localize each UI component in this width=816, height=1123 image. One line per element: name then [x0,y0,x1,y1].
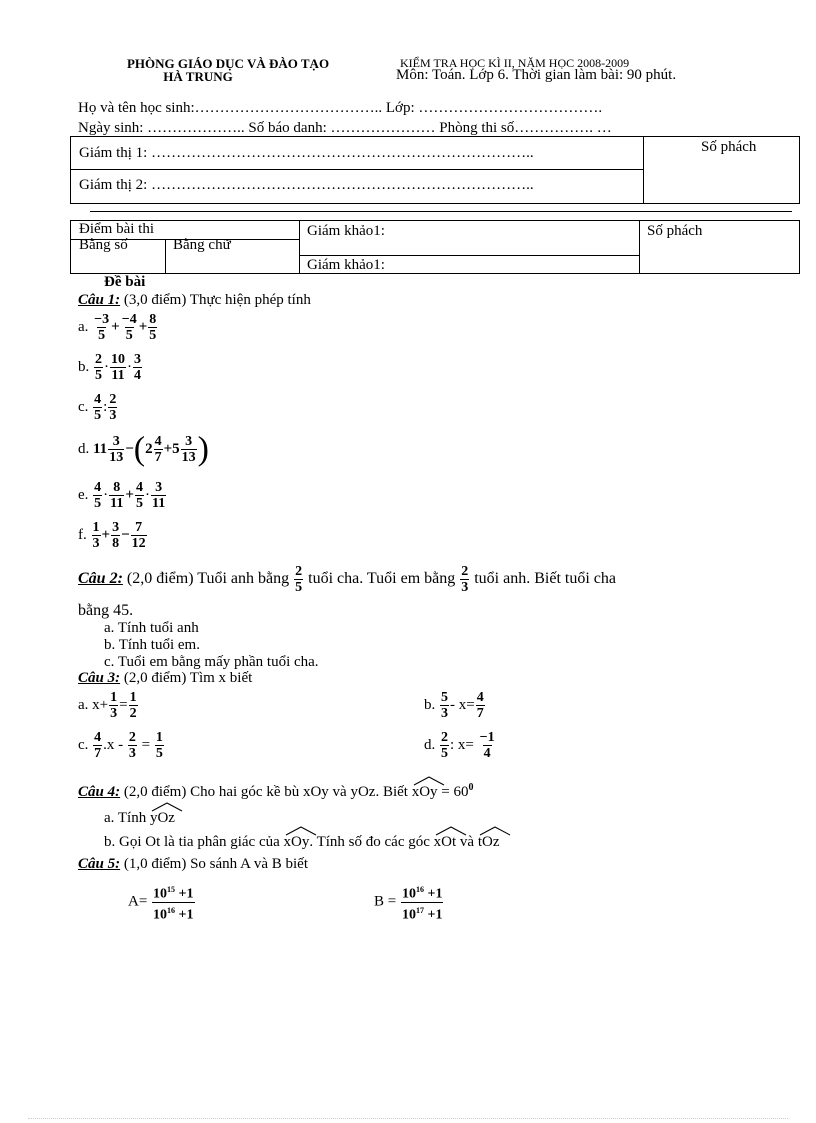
q1-title: Câu 1: [78,292,121,308]
frac: $\frac{3}{13}$ [181,434,196,465]
angle-hat-icon [478,826,512,836]
score-div-1 [299,221,300,273]
q4-b-mid: . Tính số đo các góc [309,834,430,850]
angle-hat-icon [284,826,318,836]
frac: $\frac{2}{3}$ [128,730,136,761]
angle-yoz [150,804,175,827]
q3-b: b. $\frac{5}{3}$ - x= $\frac{4}{7}$ [424,690,484,721]
q4-title: Câu 4: [78,784,121,800]
q3-a-label: a. x+ [78,696,109,713]
q3-title: Câu 3: [78,670,121,686]
score-div-2 [639,221,640,273]
frac: $\frac{2}{3}$ [461,564,469,595]
frac: $\frac{3}{11}$ [151,480,166,511]
q5-B-label: B = [374,893,397,910]
q5-text: (1,0 điểm) So sánh A và B biết [120,856,308,872]
angle-xot [434,828,457,851]
examiner-2: Giám khảo1: [307,257,385,273]
angle-xot-text: xOt [433,834,457,850]
district-name: HÀ TRUNG [163,69,233,84]
frac: $\frac{2}{3}$ [109,392,117,423]
q3-d: d. $\frac{2}{5}$ : x= $\frac{-1}{4}$ [424,730,495,761]
q1-c-label: c. [78,398,89,415]
frac: $\frac{-3}{5}$ [94,312,110,343]
proctor-2: Giám thị 2: ………………………………………………………………….. [79,177,534,193]
q1-c: c. $\frac{4}{5}$ : $\frac{2}{3}$ [78,392,117,423]
q3-b-label: b. [424,696,436,713]
examiner-1: Giám khảo1: [307,223,385,239]
frac: $\frac{4}{5}$ [135,480,143,511]
q1-e: e. $\frac{4}{5}$ · $\frac{8}{11}$ + $\frac{4}{5}$ · $\frac{3}{11}$ [78,480,166,511]
q3-c-label: c. [78,736,89,753]
angle-yoz-text: yOz [149,810,175,826]
q2-a: a. Tính tuổi anh [104,620,199,636]
student-dob-line: Ngày sinh: ……………….. Số báo danh: ………………… Phòng thi số……………. … [78,120,612,136]
frac: $\frac{5}{3}$ [441,690,448,721]
frac: $\frac{4}{7}$ [154,434,162,465]
frac: $\frac{2}{5}$ [95,352,102,383]
q2-text-2: tuổi cha. Tuổi em bằng [308,570,456,588]
angle-toz-text: tOz [477,834,500,850]
q3-text: (2,0 điểm) Tìm x biết [120,670,253,686]
q5-B [374,882,444,922]
frac: $\frac{-1}{4}$ [479,730,495,761]
q4-a-label: a. Tính [104,810,147,826]
angle-hat-icon [412,776,446,786]
exam-subject: Môn: Toán. Lớp 6. Thời gian làm bài: 90 phút. [396,67,677,83]
angle-xoy-b [284,828,310,851]
score-box [70,220,800,274]
q4-text: (2,0 điểm) Cho hai góc kề bù xOy và yOz. Biết [120,784,408,800]
q1-b: b. $\frac{2}{5}$ · $\frac{10}{11}$ · $\frac{3}{4}$ [78,352,141,383]
angle-toz [478,828,500,851]
q4-b-label: b. Gọi Ot là tia phân giác của [104,834,280,850]
q3-c: c. $\frac{4}{7}$ .x - $\frac{2}{3}$ = $\frac{1}{5}$ [78,730,163,761]
score-words: Bằng chữ [173,237,231,253]
frac: $\frac{2}{5}$ [295,564,303,595]
proctor-divider-v [643,137,644,203]
q3-a: a. x+ $\frac{1}{3}$ = $\frac{1}{2}$ [78,690,137,721]
frac: $\frac{1}{2}$ [129,690,137,721]
angle-xoy [412,778,438,801]
frac: $\frac{3}{8}$ [112,520,120,551]
q1-b-label: b. [78,358,90,375]
frac: $\frac{10^{15} +1}{10^{16} +1}$ [153,885,194,923]
q4-b [104,828,500,851]
q5-A-label: A= [128,893,148,910]
q1-d: d. 11 $\frac{3}{13}$ −(2 $\frac{4}{7}$ +5 $\frac{3}{13}$ ) [78,430,209,468]
frac: $\frac{-4}{5}$ [121,312,137,343]
proctor-divider-h [71,169,643,170]
frac: $\frac{4}{7}$ [94,730,102,761]
angle-xoy-text: xOy [411,784,438,800]
proctor-1: Giám thị 1: ………………………………………………………………….. [79,145,534,161]
separator-line [90,211,792,212]
q1-d-label: d. [78,440,90,457]
q2-text-1: (2,0 điểm) Tuổi anh bằng [122,570,290,588]
frac: $\frac{1}{3}$ [110,690,118,721]
frac: $\frac{10}{11}$ [111,352,125,383]
school-name: PHÒNG GIÁO DỤC VÀ ĐÀO TẠO [126,56,330,71]
frac: $\frac{4}{7}$ [476,690,484,721]
q1-heading [78,292,311,309]
score-div-4 [299,255,639,256]
frac: $\frac{10^{16} +1}{10^{17} +1}$ [401,885,443,923]
exam-title: KIỂM TRA HỌC KÌ II, NĂM HỌC 2008-2009 [400,56,630,70]
frac: $\frac{8}{11}$ [110,480,124,511]
proctor-box [70,136,800,204]
frac: $\frac{3}{13}$ [109,434,124,465]
score-label: Điểm bài thi [79,221,154,237]
q1-f-label: f. [78,526,87,543]
frac: $\frac{3}{4}$ [134,352,141,383]
bottom-dotted-line [28,1118,788,1119]
q4-heading [78,778,474,801]
student-name-line: Họ và tên học sinh:……………………………….. Lớp: ………………………………. [78,100,603,116]
proctor-sophach: Số phách [701,139,757,155]
q1-a: a. $\frac{-3}{5}$ + $\frac{-4}{5}$ + $\frac{8}{5}$ [78,312,157,343]
de-bai-heading: Đề bài [104,274,146,290]
q2-heading [78,564,616,595]
q2-c: c. Tuổi em bằng mấy phần tuổi cha. [104,654,319,670]
angle-hat-icon [434,826,468,836]
q1-f: f. $\frac{1}{3}$ + $\frac{3}{8}$ − $\frac{7}{12}$ [78,520,146,551]
frac: $\frac{4}{5}$ [94,392,102,423]
school-header [98,56,358,85]
score-number: Bằng số [79,237,128,253]
q5-title: Câu 5: [78,856,121,872]
q4-a [104,804,175,827]
score-sophach: Số phách [647,223,703,239]
frac: $\frac{7}{12}$ [131,520,146,551]
q4-b-and: và [459,834,475,850]
q3-heading [78,670,252,687]
q5-heading [78,856,308,873]
q1-e-label: e. [78,486,89,503]
frac: $\frac{8}{5}$ [149,312,157,343]
frac: $\frac{1}{5}$ [155,730,163,761]
q2-b: b. Tính tuổi em. [104,637,200,653]
q2-text-4: bằng 45. [78,602,134,619]
q4-deg: 0 [468,782,474,793]
q3-d-label: d. [424,736,436,753]
q2-title: Câu 2: [78,570,123,588]
angle-xoy-b-text: xOy [283,834,310,850]
angle-hat-icon [150,802,184,812]
frac: $\frac{1}{3}$ [92,520,100,551]
frac: $\frac{2}{5}$ [441,730,448,761]
q1-a-label: a. [78,318,89,335]
q2-text-3: tuổi anh. Biết tuổi cha [474,570,616,588]
frac: $\frac{4}{5}$ [94,480,102,511]
q5-A [128,882,196,922]
exam-header [396,56,676,84]
q4-eq: = 60 [441,784,469,800]
q1-text: (3,0 điểm) Thực hiện phép tính [120,292,311,308]
score-div-5 [165,239,166,273]
